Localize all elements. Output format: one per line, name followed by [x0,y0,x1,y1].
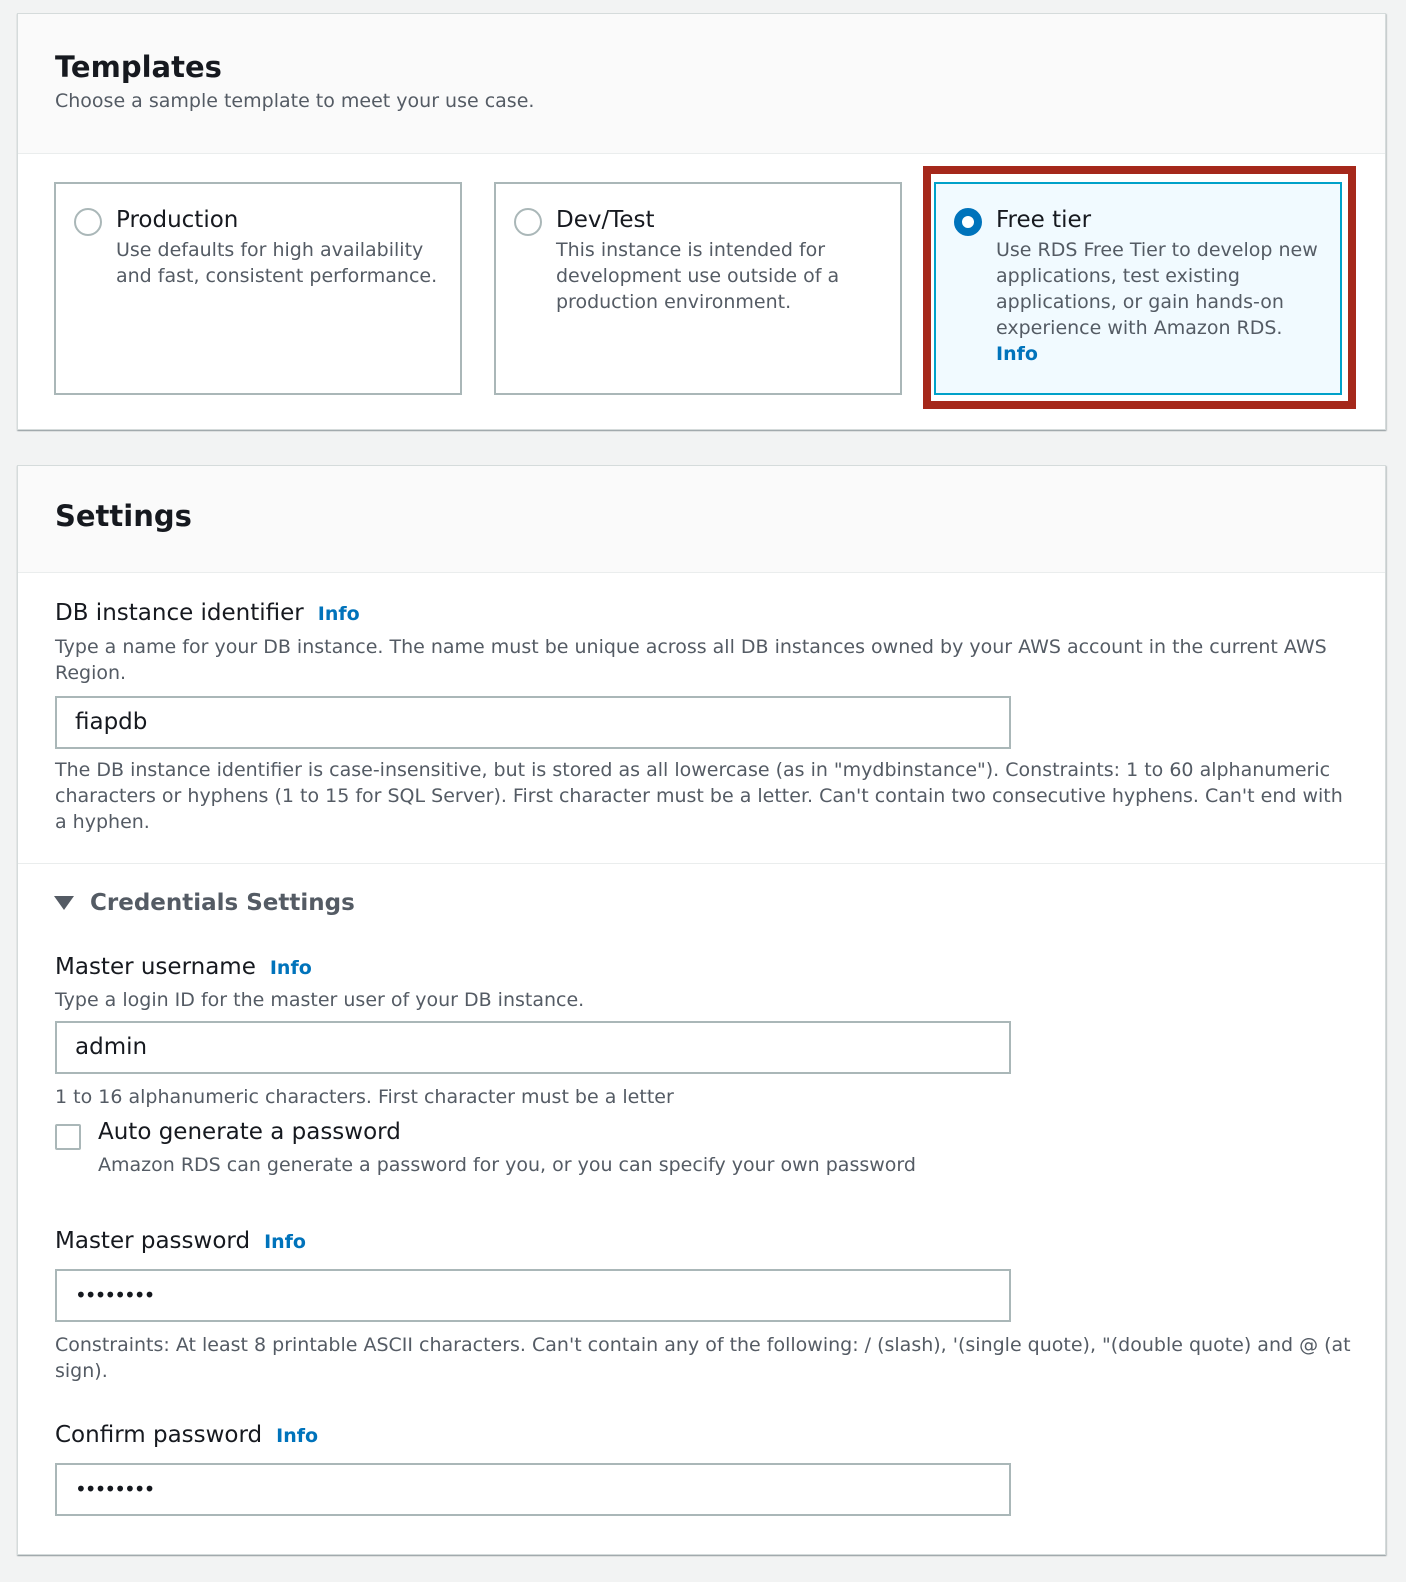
confirm-password-info-link[interactable]: Info [276,1425,319,1447]
master-password-info-link[interactable]: Info [264,1231,306,1253]
template-tile-devtest[interactable] [494,182,902,395]
db-identifier-label-text: DB instance identifier [55,600,304,626]
master-password-constraint: Constraints: At least 8 printable ASCII characters. Can't contain any of the following: / (slash), '(single quote), "(double quote) and @ (at sign). [55,1334,1351,1382]
free-tier-title: Free tier [996,207,1092,233]
db-identifier-input[interactable]: fiapdb [55,696,1011,749]
production-description: Use defaults for high availability and fast, consistent performance. [116,239,438,287]
devtest-radio[interactable] [514,208,542,236]
db-identifier-info-link[interactable]: Info [317,603,360,625]
credentials-settings-expander[interactable] [54,890,355,916]
master-username-constraint: 1 to 16 alphanumeric characters. First character must be a letter [55,1086,674,1108]
templates-header [18,14,1385,154]
free-tier-radio[interactable] [954,208,982,236]
master-username-input[interactable]: admin [55,1021,1011,1074]
master-password-input[interactable]: •••••••• [55,1269,1011,1322]
auto-generate-password-description: Amazon RDS can generate a password for you, or you can specify your own password [98,1154,916,1176]
template-tile-free-tier[interactable] [934,182,1342,395]
confirm-password-input[interactable]: •••••••• [55,1463,1011,1516]
confirm-password-label-text: Confirm password [55,1422,263,1448]
master-password-label [55,1228,306,1254]
free-tier-info-link[interactable]: Info [996,343,1038,365]
auto-generate-password-checkbox[interactable] [55,1124,81,1150]
templates-panel [17,13,1386,430]
db-identifier-label [55,600,360,626]
templates-title: Templates [55,50,222,84]
db-identifier-constraint: The DB instance identifier is case-insensitive, but is stored as all lowercase (as in "mydbinstance"). Constraints: 1 to 60 alphanumeric characters or hyphens (1 to 15 for SQL Server). First character must be a letter. Can't contain two consecutive hyphens. Can't end with a hyphen. [55,759,1343,833]
master-password-label-text: Master password [55,1228,251,1254]
template-tile-production[interactable] [54,182,462,395]
caret-down-icon [54,896,74,910]
production-title: Production [116,207,239,233]
master-username-label [55,954,312,980]
settings-header [18,466,1385,573]
settings-panel [17,465,1386,1555]
settings-divider [18,863,1385,864]
devtest-description: This instance is intended for development use outside of a production environment. [556,239,840,313]
free-tier-description [996,237,1340,367]
auto-generate-password-label[interactable]: Auto generate a password [98,1119,401,1145]
master-username-description: Type a login ID for the master user of your DB instance. [55,989,585,1011]
db-identifier-description: Type a name for your DB instance. The name must be unique across all DB instances owned by your AWS account in the current AWS Region. [55,636,1327,684]
master-username-label-text: Master username [55,954,256,980]
credentials-settings-title: Credentials Settings [90,890,355,916]
settings-title: Settings [55,499,192,533]
devtest-title: Dev/Test [556,207,655,233]
confirm-password-label [55,1422,318,1448]
master-username-info-link[interactable]: Info [269,957,312,979]
templates-description: Choose a sample template to meet your use case. [55,90,535,112]
free-tier-description-text: Use RDS Free Tier to develop new applications, test existing applications, or gain hands-on experience with Amazon RDS. [996,239,1318,339]
production-radio[interactable] [74,208,102,236]
